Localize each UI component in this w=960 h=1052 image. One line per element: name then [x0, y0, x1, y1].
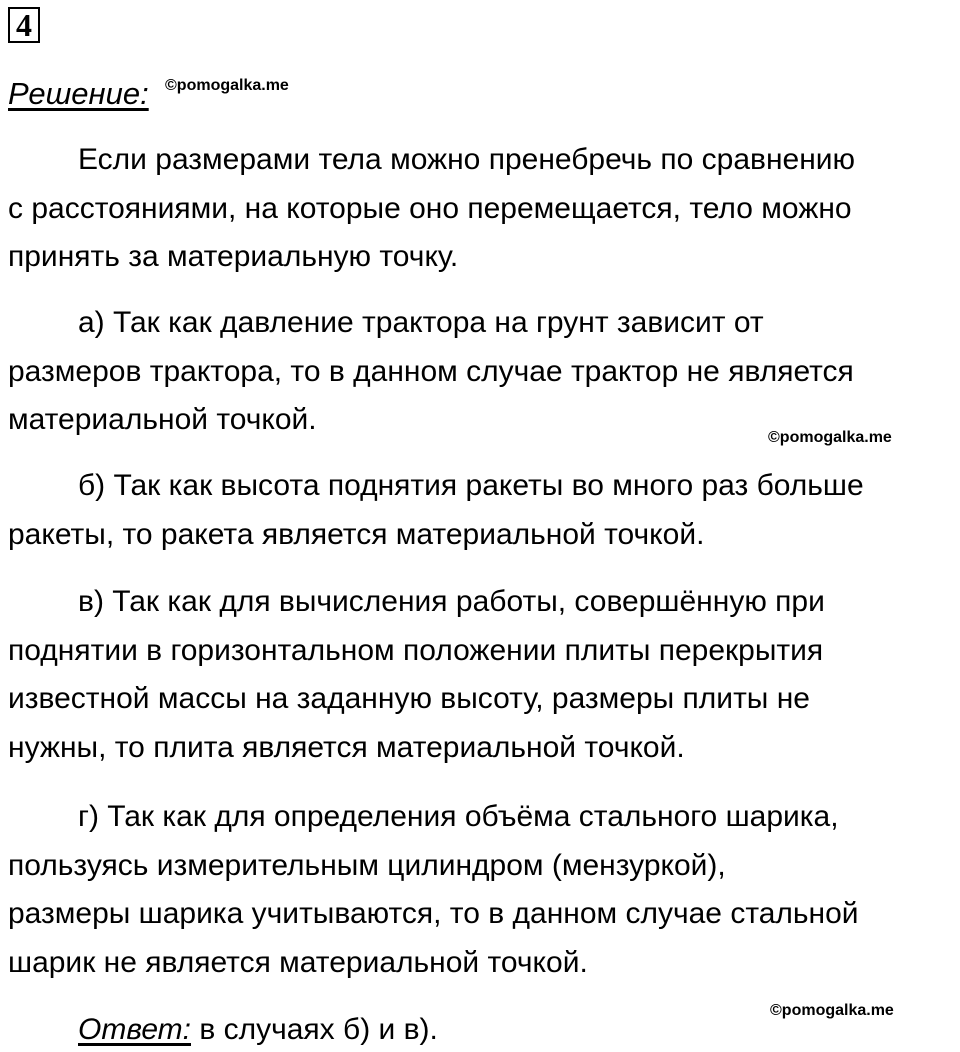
answer-text: в случаях б) и в).	[191, 1013, 438, 1046]
paragraph-line: поднятии в горизонтальном положении плиты перекрытия	[8, 633, 824, 667]
paragraph-case-v	[8, 578, 952, 772]
paragraph-case-b	[8, 462, 952, 559]
paragraph-line: нужны, то плита является материальной точкой.	[8, 730, 685, 764]
paragraph-line: с расстояниями, на которые оно перемещается, тело можно	[8, 191, 852, 225]
answer-line	[78, 1008, 438, 1052]
watermark: ©pomogalka.me	[165, 77, 289, 94]
paragraph-line: Если размерами тела можно пренебречь по сравнению	[78, 143, 856, 176]
paragraph-line: размеры шарика учитываются, то в данном случае стальной	[8, 897, 859, 930]
task-number-box: 4	[8, 7, 40, 43]
paragraph-line: б) Так как высота поднятия ракеты во много раз больше	[78, 469, 864, 502]
paragraph-case-g	[8, 793, 952, 987]
solution-heading: Решение:	[8, 76, 149, 111]
paragraph-line: размеров трактора, то в данном случае трактор не является	[8, 354, 854, 388]
paragraph-line: г) Так как для определения объёма стального шарика,	[78, 800, 839, 833]
paragraph-line: известной массы на заданную высоту, размеры плиты не	[8, 682, 810, 715]
watermark: ©pomogalka.me	[768, 429, 892, 446]
paragraph-line: пользуясь измерительным цилиндром (мензуркой),	[8, 848, 726, 882]
paragraph-line: в) Так как для вычисления работы, совершённую при	[78, 585, 825, 618]
paragraph-line: принять за материальную точку.	[8, 240, 459, 273]
paragraph-line: материальной точкой.	[8, 403, 317, 436]
paragraph-line: ракеты, то ракета является материальной точкой.	[8, 517, 705, 551]
paragraph-line: шарик не является материальной точкой.	[8, 945, 588, 979]
paragraph-line: а) Так как давление трактора на грунт зависит от	[78, 306, 764, 339]
watermark: ©pomogalka.me	[770, 1002, 894, 1019]
paragraph-case-a	[8, 299, 952, 445]
paragraph-intro	[8, 136, 952, 282]
answer-label: Ответ:	[78, 1013, 191, 1046]
